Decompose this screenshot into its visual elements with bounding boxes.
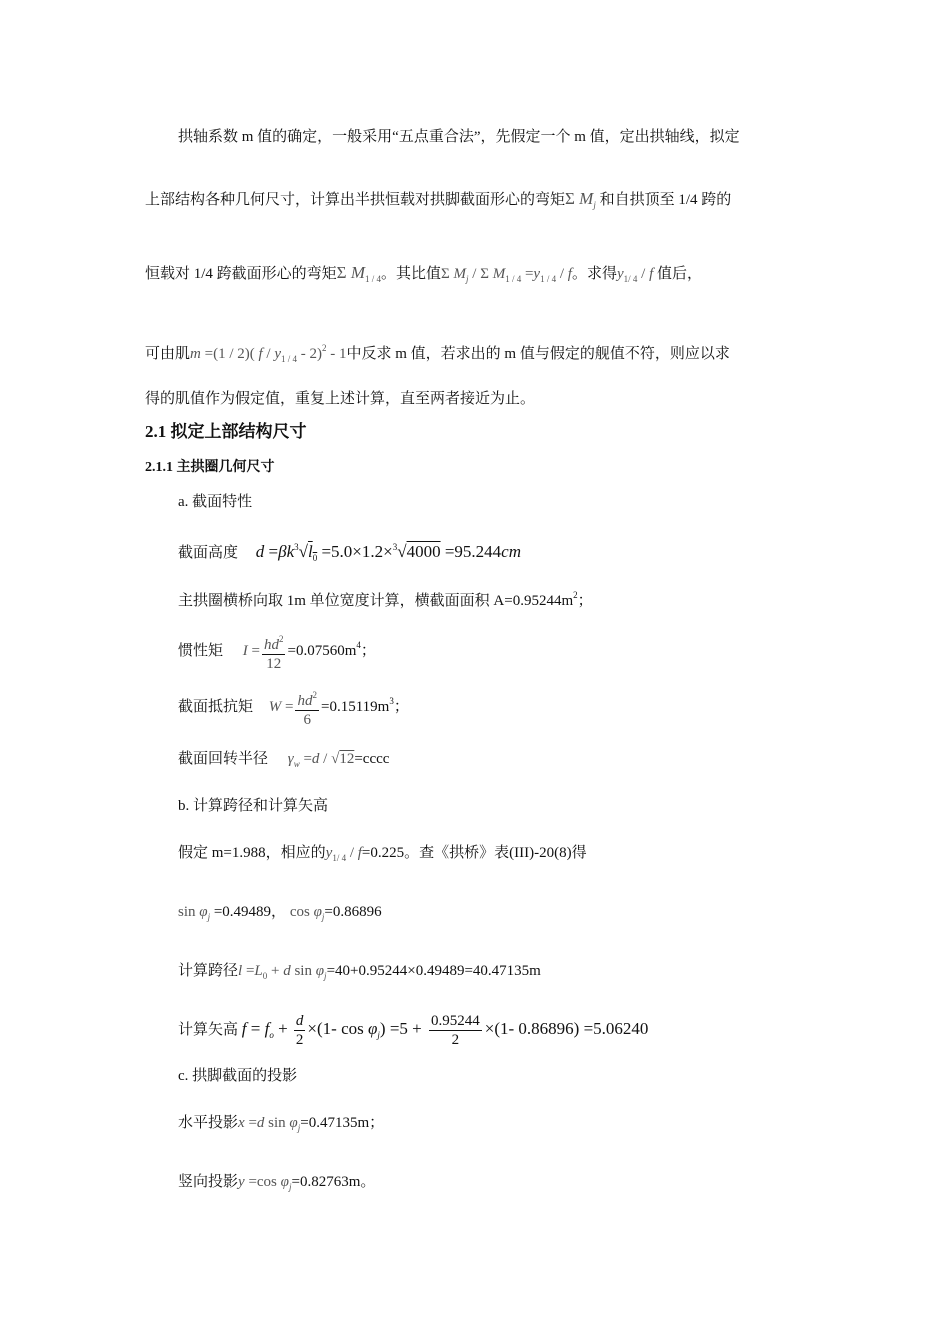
ratio-formula: Σ $M_j$ / Σ $M_{1 / 4} =y_{1 / 4} / f$ (441, 266, 572, 284)
paragraph-line-3-text-c: 。求得 (571, 266, 617, 282)
section-height-label: 截面高度 (178, 545, 239, 561)
assume-text-a: 假定 m=1.988，相应的 (178, 845, 326, 861)
vertical-projection-value: =0.82763m。 (291, 1174, 376, 1190)
section-area-line (178, 585, 593, 611)
inertia-formula: I = $\frac{hd^2}{12}$ (243, 643, 288, 659)
paragraph-line-1: 拱轴系数 m 值的确定，一般采用“五点重合法”，先假定一个 m 值，定出拱轴线，拟定 (178, 129, 740, 145)
radius-value: =cccc (354, 751, 390, 767)
span-value: =40+0.95244×0.49489=40.47135m (326, 963, 541, 979)
span-label: 计算跨径 (178, 963, 239, 979)
modulus-exp: 3 (389, 696, 394, 706)
section-height-formula: $d =\beta k^3√l_0 =5.0\times 1.2\times^3√4000 =95.244cm$ (255, 542, 521, 563)
inertia-exp: 4 (356, 640, 361, 650)
inertia-denominator: 12 (266, 656, 282, 673)
paragraph-line-4-text-a: 可由肌 (145, 346, 191, 362)
paragraph-line-2 (145, 189, 731, 215)
section-height-cbrt: 4000 (406, 542, 441, 561)
inertia-line (178, 624, 376, 673)
sin-value: =0.49489， (213, 904, 287, 920)
cos-phi-formula: $\cos \varphi_j$ (289, 904, 325, 922)
inertia-value: =0.07560m (287, 643, 357, 659)
assume-ratio-formula: $y_{1/ 4}$ / f (325, 845, 362, 863)
rise-expr-c: ×(1- 0.86896) =5.06240 (484, 1019, 649, 1038)
modulus-label: 截面抵抗矩 (178, 699, 254, 715)
horizontal-projection-formula: x =d $\sin \varphi_j$ (238, 1115, 301, 1133)
vertical-projection-label: 竖向投影 (178, 1174, 239, 1190)
sin-cos-line (178, 902, 382, 927)
section-area-exp: 2 (573, 590, 578, 600)
rise-formula: $f = f_o$ + $\frac{d}{2}$ ×(1- $\cos \varphi_j) =5$ + $\frac{0.95244}{2}$ ×(1- 0.86896) =5.06240 (241, 1012, 649, 1048)
vertical-projection-formula: y =cos $\varphi_j$ (238, 1174, 292, 1192)
paragraph-line-2-text-a: 上部结构各种几何尺寸，计算出半拱恒载对拱脚截面形心的弯矩 (145, 192, 566, 208)
radius-label: 截面回转半径 (178, 751, 269, 767)
section-height-line (178, 537, 521, 568)
rise-denominator: 2 (451, 1031, 460, 1048)
subsection-b-title: b. 计算跨径和计算矢高 (178, 798, 329, 814)
horizontal-projection-line (178, 1113, 384, 1138)
modulus-value: =0.15119m (320, 699, 390, 715)
cos-value: =0.86896 (324, 904, 382, 920)
inertia-label: 惯性矩 (178, 643, 224, 659)
modulus-end: ； (393, 699, 409, 715)
sum-mj-formula: Σ $M_j$ (565, 189, 596, 210)
horizontal-projection-value: =0.47135m； (300, 1115, 385, 1131)
section-height-result: =95.244 (444, 542, 502, 561)
subsection-a-title: a. 截面特性 (178, 494, 253, 510)
span-formula: $l =L_0 + d$ $\sin \varphi_j$ (238, 963, 327, 981)
paragraph-line-5: 得的肌值作为假定值，重复上述计算，直至两者接近为止。 (145, 391, 536, 407)
modulus-formula: W = $\frac{hd^2}{6}$ (269, 699, 321, 715)
paragraph-line-4-text-b: 中反求 m 值，若求出的 m 值与假定的舰值不符，则应以求 (346, 346, 730, 362)
modulus-line (178, 680, 409, 729)
section-area-end: ； (577, 593, 593, 609)
paragraph-line-3 (145, 263, 702, 289)
paragraph-line-3-text-d: 值后， (657, 266, 703, 282)
rise-line (178, 1004, 648, 1054)
m-formula: m =(1 / 2)( f / $y_{1 / 4} - 2)^2 - 1$ (190, 343, 347, 364)
radius-sqrt: 12 (339, 751, 355, 767)
rise-numerator: 0.95244 (431, 1012, 480, 1029)
rise-expr-b: ) =5 (379, 1019, 408, 1038)
section-heading-2-1-1: 2.1.1 主拱圈几何尺寸 (145, 460, 275, 475)
rise-label: 计算矢高 (178, 1022, 239, 1038)
section-heading-2-1: 2.1 拟定上部结构尺寸 (145, 422, 307, 441)
span-line (178, 961, 541, 986)
horizontal-projection-label: 水平投影 (178, 1115, 239, 1131)
paragraph-line-2-text-b: 和自拱顶至 1/4 跨的 (599, 192, 732, 208)
y14-f-formula: $y_{1/ 4}$ / f (616, 266, 654, 284)
paragraph-line-3-text-b: 。其比值 (381, 266, 442, 282)
section-area-text: 主拱圈横桥向取 1m 单位宽度计算，横截面面积 A=0.95244m (178, 593, 574, 609)
subsection-c-title: c. 拱脚截面的投影 (178, 1068, 298, 1084)
modulus-denominator: 6 (303, 712, 311, 729)
assume-text-b: =0.225。查《拱桥》表(III)-20(8)得 (361, 845, 587, 861)
radius-formula: $\gamma_w =d / √12$ (287, 751, 355, 769)
section-height-unit: cm (501, 542, 521, 561)
assume-line (178, 843, 587, 868)
inertia-end: ； (360, 643, 376, 659)
vertical-projection-line (178, 1172, 375, 1197)
radius-line (178, 749, 389, 774)
paragraph-line-4 (145, 338, 730, 369)
rise-expr-a: ×(1- cos (307, 1019, 364, 1038)
paragraph-line-3-text-a: 恒载对 1/4 跨截面形心的弯矩 (145, 266, 337, 282)
sum-m14-formula: Σ $M_{1 / 4}$ (336, 263, 382, 284)
sin-phi-formula: $\sin \varphi_j$ (178, 904, 211, 922)
section-height-formula-mid: =5.0×1.2× (321, 542, 393, 561)
